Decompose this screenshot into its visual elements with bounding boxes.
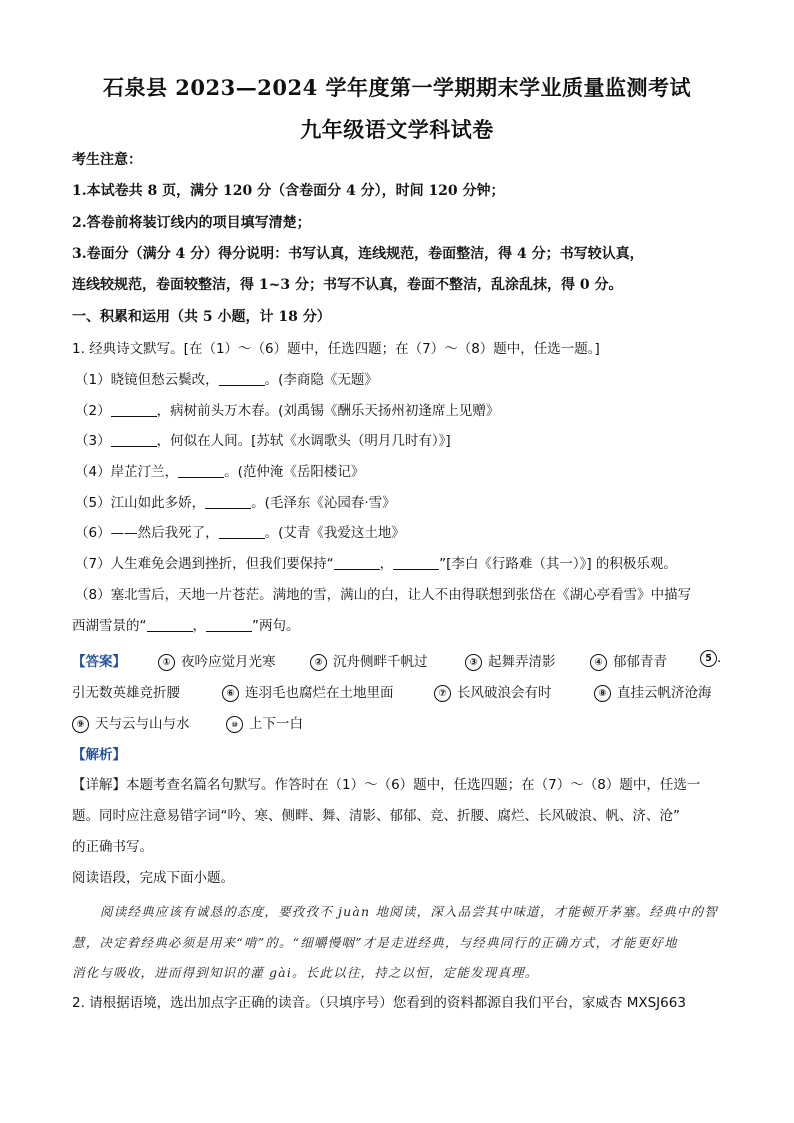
question-2-prompt: 2. 请根据语境，选出加点字正确的读音。（只填序号）您看到的资料都源自我们平台，家威杏 MXSJ663 — [72, 995, 686, 1011]
answer-4: ④ 郁郁青青 — [590, 650, 667, 671]
passage-line-1: 阅读经典应该有诚恳的态度，要孜孜不 juàn 地阅读，深入品尝其中味道，才能顿开茅塞。经典中的智 — [100, 904, 718, 919]
exam-title: 石泉县 2023—2024 学年度第一学期期末学业质量监测考试 — [102, 75, 691, 100]
analysis-detail-line-1: 【详解】本题考查名篇名句默写。作答时在（1）～（6）题中，任选四题；在（7）～（8）题中，任选一 — [72, 777, 701, 793]
answer-7: ⑦ 长风破浪会有时 — [434, 681, 552, 702]
answer-9: ⑨ 天与云与山与水 — [72, 712, 190, 733]
analysis-detail-line-3: 的正确书写。 — [72, 839, 153, 855]
notice-item-1: 1.本试卷共 8 页，满分 120 分（含卷面分 4 分），时间 120 分钟； — [72, 183, 505, 199]
answer-blank[interactable] — [111, 432, 157, 447]
notice-item-3-line-2: 连线较规范，卷面较整洁，得 1~3 分；书写不认真，卷面不整洁，乱涂乱抹，得 0 分。 — [72, 277, 623, 293]
notice-item-2: 2.答卷前将装订线内的项目填写清楚； — [72, 215, 311, 231]
passage-line-2: 慧，决定着经典必须是用来“啃”的。“细嚼慢咽”才是走进经典，与经典同行的正确方式，才能更好地 — [72, 935, 678, 950]
exam-subtitle: 九年级语文学科试卷 — [300, 117, 494, 142]
notice-heading: 考生注意： — [72, 152, 142, 168]
question-1-item-2: （2） ，病树前头万木春。(刘禹锡《酬乐天扬州初逢席上见赠》 — [75, 403, 500, 419]
answer-10: ⑩ 上下一白 — [226, 712, 303, 733]
question-1-item-8-line-1: （8）塞北雪后，天地一片苍茫。满地的雪，满山的白，让人不由得联想到张岱在《湖心亭看雪》中描写 — [75, 587, 692, 603]
answer-3: ③ 起舞弄清影 — [465, 650, 556, 671]
notice-item-3-line-1: 3.卷面分（满分 4 分）得分说明：书写认真，连线规范，卷面整洁，得 4 分；书写较认真， — [72, 246, 644, 262]
question-1-item-4: （4）岸芷汀兰， 。(范仲淹《岳阳楼记》 — [75, 464, 365, 480]
answer-blank[interactable] — [334, 555, 380, 570]
analysis-label: 【解析】 — [72, 747, 126, 763]
answer-5: 引无数英雄竞折腰 — [72, 685, 180, 701]
reading-intro: 阅读语段，完成下面小题。 — [72, 870, 234, 886]
answer-blank[interactable] — [219, 371, 265, 386]
answer-blank[interactable] — [393, 555, 439, 570]
question-1-intro: 1. 经典诗文默写。[在（1）～（6）题中，任选四题；在（7）～（8）题中，任选一题。] — [72, 341, 600, 357]
answer-blank[interactable] — [111, 402, 157, 417]
question-1-item-3: （3） ，何似在人间。[苏轼《水调歌头（明月几时有）》] — [75, 433, 451, 449]
answer-blank[interactable] — [205, 494, 251, 509]
question-1-item-8-line-2: 西湖雪景的“ ， ”两句。 — [72, 618, 300, 634]
question-1-item-7: （7）人生难免会遇到挫折，但我们要保持“ ， ”[李白《行路难（其一）》] 的积极乐观。 — [75, 556, 677, 572]
answer-label: 【答案】 — [72, 654, 126, 670]
answer-blank[interactable] — [206, 617, 252, 632]
answer-8: ⑧ 直挂云帆济沧海 — [594, 681, 712, 702]
answer-2: ② 沉舟侧畔千帆过 — [310, 650, 428, 671]
section-1-heading: 一、积累和运用（共 5 小题，计 18 分） — [72, 309, 331, 325]
answer-1: ① 夜吟应觉月光寒 — [158, 650, 276, 671]
passage-line-3: 消化与吸收，进而得到知识的灌 gài。长此以往，持之以恒，定能发现真理。 — [72, 965, 539, 980]
question-1-item-6: （6）——然后我死了， 。(艾青《我爱这土地》 — [75, 525, 405, 541]
answer-5-marker: 5 . — [700, 650, 721, 667]
answer-blank[interactable] — [219, 524, 265, 539]
answer-blank[interactable] — [178, 463, 224, 478]
answer-6: ⑥ 连羽毛也腐烂在土地里面 — [222, 681, 394, 702]
analysis-detail-line-2: 题。同时应注意易错字词“吟、寒、侧畔、舞、清影、郁郁、竞、折腰、腐烂、长风破浪、帆、济、沧” — [72, 808, 680, 824]
question-1-item-1: （1）晓镜但愁云鬓改， 。(李商隐《无题》 — [75, 372, 378, 388]
answer-blank[interactable] — [147, 617, 193, 632]
question-1-item-5: （5）江山如此多娇， 。(毛泽东《沁园春·雪》 — [75, 495, 396, 511]
